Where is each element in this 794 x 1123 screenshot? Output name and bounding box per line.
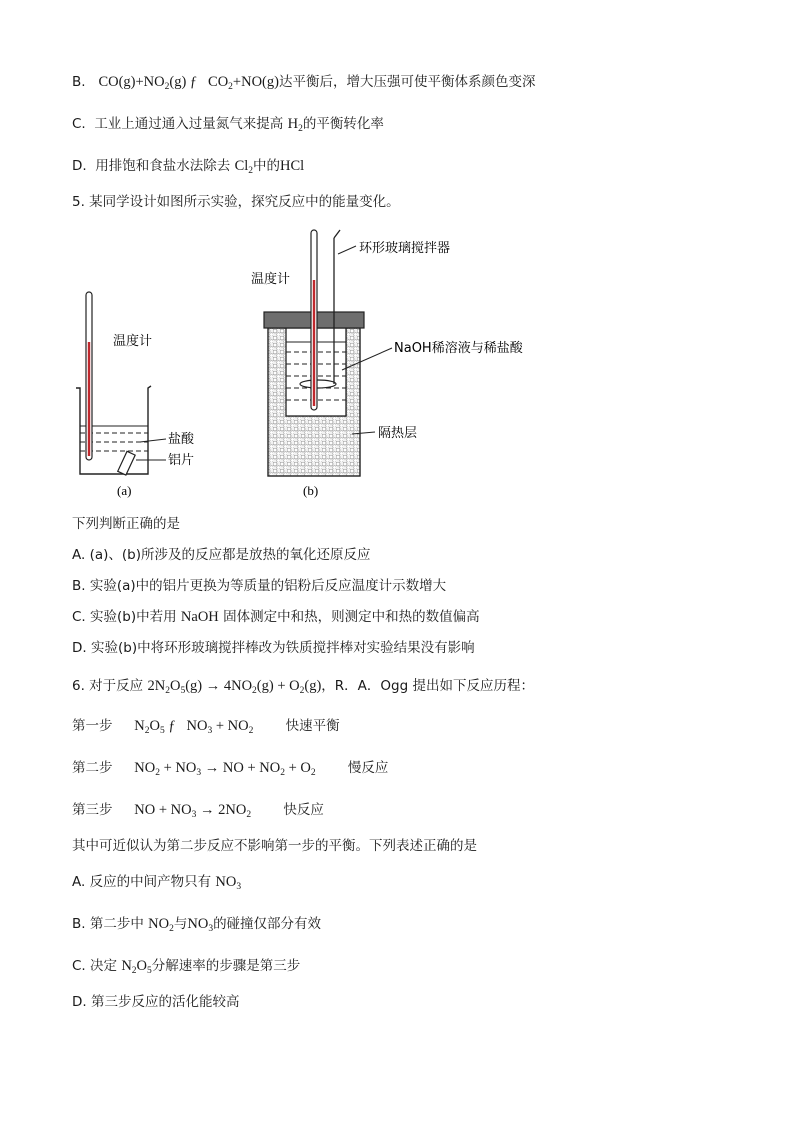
label-hydrochloric-acid: 盐酸: [168, 432, 195, 447]
label-solution: NaOH稀溶液与稀盐酸: [394, 341, 523, 356]
equation-step-2: $NO_2 + NO_3$ → NO + $NO_2 + O_2$: [134, 760, 316, 778]
mechanism-step-2: 第二步 $NO_2 + NO_3$ → NO + $NO_2 + O_2$ 慢反应: [72, 760, 389, 778]
mechanism-step-3: 第三步 NO + $NO_3 \to 2NO_2$ 快反应: [72, 802, 324, 820]
caption-b: (b): [303, 483, 319, 498]
formula-no3-b: $NO_3$: [187, 916, 214, 934]
option-6a: A. 反应的中间产物只有 $NO_3$: [72, 874, 242, 892]
question-6-statement: 其中可近似认为第二步反应不影响第一步的平衡。下列表述正确的是: [72, 838, 477, 854]
option-6c: C. 决定 $N_2O_5$分解速率的步骤是第三步: [72, 958, 301, 976]
formula-cl2: $Cl_2$: [234, 158, 254, 176]
mechanism-step-1: 第一步 $N_2O_5$ ƒ $NO_3 + NO_2$ 快速平衡: [72, 718, 340, 736]
experiment-figure: [0, 224, 600, 504]
label-thermometer-a: 温度计: [113, 334, 153, 349]
label-thermometer-b: 温度计: [251, 272, 291, 287]
question-6-stem: 6. 对于反应 $2N_2O_5(g) \to 4NO_2(g) + O_2(g)$，R．A．Ogg 提出如下反应历程：: [72, 678, 534, 696]
option-5b: B. 实验(a)中的铝片更换为等质量的铝粉后反应温度计示数增大: [72, 578, 447, 594]
formula-h2: $H_2$: [287, 116, 303, 134]
caption-a: (a): [117, 483, 132, 498]
equation-step-1: $N_2O_5$ ƒ $NO_3 + NO_2$: [134, 718, 254, 736]
label-insulation: 隔热层: [378, 426, 418, 441]
option-5d: D. 实验(b)中将环形玻璃搅拌棒改为铁质搅拌棒对实验结果没有影响: [72, 640, 475, 656]
equation-co-no2: $CO(g)+NO_2(g)$ ƒ $CO_2+NO(g)$: [98, 74, 279, 92]
option-4b: B. $CO(g)+NO_2(g)$ ƒ $CO_2+NO(g)$达平衡后，增大压强可使平衡体系颜色变深: [72, 74, 536, 92]
option-4d: D. 用排饱和食盐水法除去 $Cl_2$中的HCl: [72, 158, 305, 176]
option-5a: A. (a)、(b)所涉及的反应都是放热的氧化还原反应: [72, 547, 371, 563]
apparatus-a: [76, 292, 195, 498]
option-4c: C. 工业上通过通入过量氮气来提高 $H_2$的平衡转化率: [72, 116, 384, 134]
apparatus-b: [251, 230, 524, 498]
label-aluminum: 铝片: [168, 453, 195, 468]
option-6b: B. 第二步中 $NO_2$与$NO_3$的碰撞仅部分有效: [72, 916, 322, 934]
aluminum-piece: [118, 451, 135, 475]
equation-n2o5-decomposition: $2N_2O_5(g) \to 4NO_2(g) + O_2(g)$: [147, 678, 322, 696]
question-5-judge: 下列判断正确的是: [72, 516, 180, 532]
equation-step-3: NO + $NO_3 \to 2NO_2$: [134, 802, 252, 820]
formula-no3-a: $NO_3$: [215, 874, 242, 892]
question-5-stem: 5. 某同学设计如图所示实验，探究反应中的能量变化。: [72, 194, 400, 210]
formula-n2o5-c: $N_2O_5$: [121, 958, 152, 976]
option-5c: C. 实验(b)中若用 NaOH 固体测定中和热，则测定中和热的数值偏高: [72, 609, 480, 625]
label-ring-stirrer: 环形玻璃搅拌器: [359, 241, 451, 256]
formula-no2-b: $NO_2$: [148, 916, 174, 934]
option-6d: D. 第三步反应的活化能较高: [72, 994, 240, 1010]
